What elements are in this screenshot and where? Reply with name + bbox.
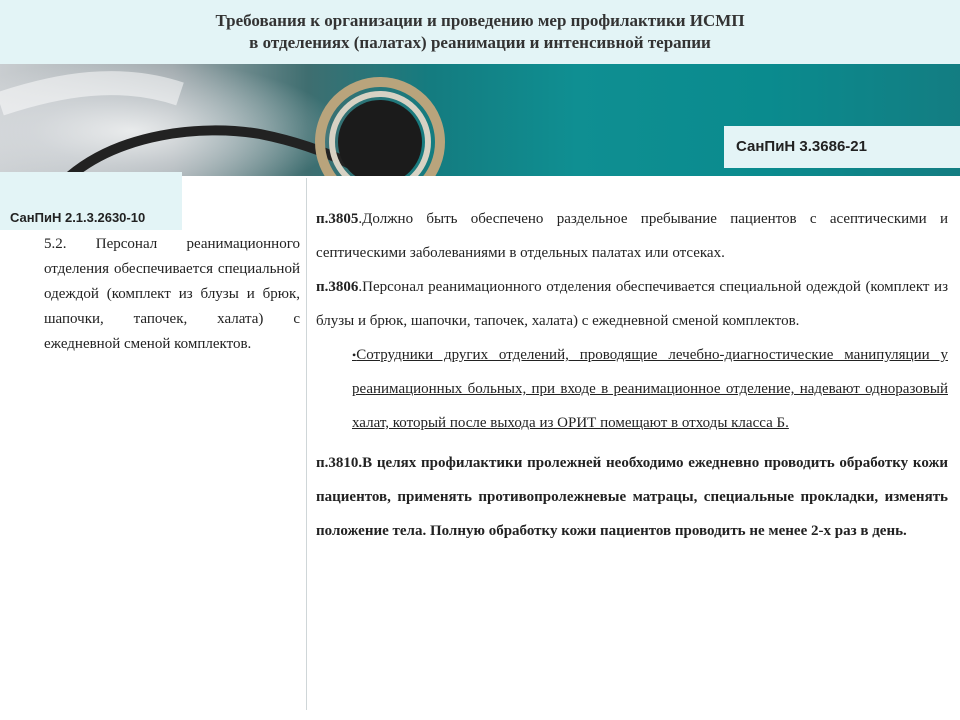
paragraph-3810: п.3810.В целях профилактики пролежней необходимо ежедневно проводить обработку кожи пациентов, применять противопролежневые матрацы, специальные прокладки, изменять положение тела. Полную обработку кожи пациентов проводить не менее 2-х раз в день. xyxy=(316,455,948,539)
paragraph-3805 xyxy=(316,202,948,270)
ref-3806: п.3806 xyxy=(316,279,359,295)
left-text-block: 5.2. Персонал реанимационного отделения обеспечивается специальной одеждой (комплект из блузы и брюк, шапочки, тапочек, халата) с ежедневной сменой комплектов. xyxy=(44,236,300,352)
bullet-paragraph xyxy=(352,338,948,440)
column-divider xyxy=(306,178,307,710)
title-line-1: Требования к организации и проведению мер профилактики ИСМП xyxy=(215,11,745,30)
right-text-block xyxy=(316,202,948,548)
paragraph-3806 xyxy=(316,270,948,338)
title-line-2: в отделениях (палатах) реанимации и интенсивной терапии xyxy=(249,33,711,52)
text-3805: .Должно быть обеспечено раздельное пребывание пациентов с асептическими и септическими заболеваниями в отдельных палатах или отсеках. xyxy=(316,211,948,261)
bullet-text: Сотрудники других отделений, проводящие лечебно-диагностические манипуляции у реанимационных больных, при входе в реанимационное отделение, надевают одноразовый халат, который после выхода из ОРИТ помещают в отходы класса Б. xyxy=(352,347,948,431)
sanpin-3686-label: СанПиН 3.3686-21 xyxy=(724,126,960,168)
sanpin-2630-label: СанПиН 2.1.3.2630-10 xyxy=(0,172,182,230)
slide-header xyxy=(0,0,960,64)
ref-3805: п.3805 xyxy=(316,211,359,227)
text-3806: .Персонал реанимационного отделения обеспечивается специальной одеждой (комплект из блузы и брюк, шапочки, тапочек, халата) с ежедневной сменой комплектов. xyxy=(316,279,948,329)
bullet-icon: • xyxy=(352,348,357,362)
